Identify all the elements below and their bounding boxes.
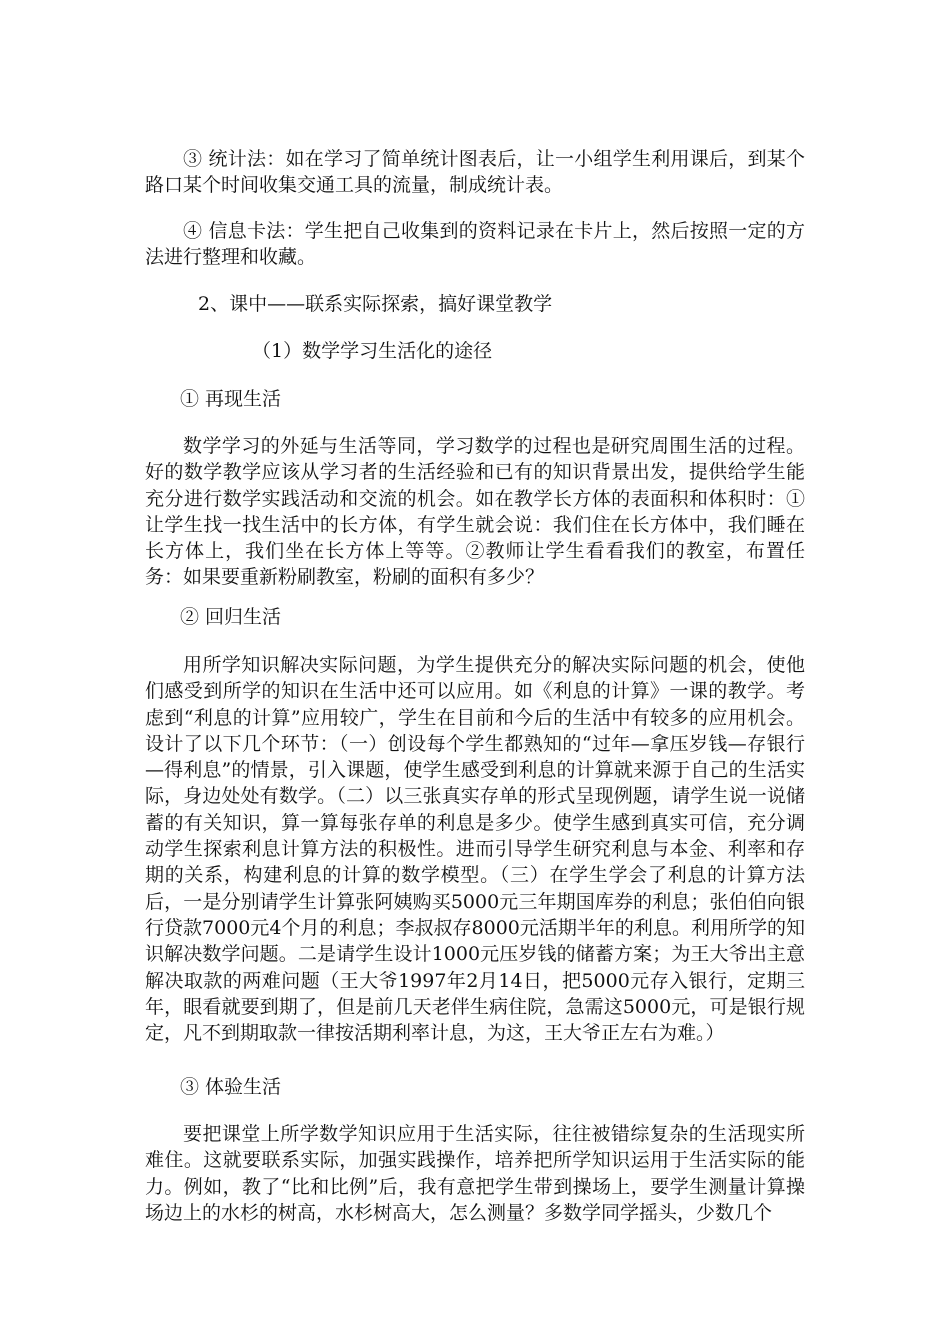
paragraph-statistics-method: ③ 统计法：如在学习了简单统计图表后，让一小组学生利用课后，到某个路口某个时间收集交通工具的流量，制成统计表。 xyxy=(145,148,805,197)
paragraph-return-to-life: 用所学知识解决实际问题，为学生提供充分的解决实际问题的机会，使他们感受到所学的知识在生活中还可以应用。如《利息的计算》一课的教学。考虑到“利息的计算”应用较广，学生在目前和今后的生活中有较多的应用机会。设计了以下几个环节：（一）创设每个学生都熟知的“过年—拿压岁钱—存银行—得利息”的情景，引入课题，使学生感受到利息的计算就来源于自己的生活实际，身边处处有数学。（二）以三张真实存单的形式呈现例题，请学生说一说储蓄的有关知识，算一算每张存单的利息是多少。使学生感到真实可信，充分调动学生探索利息计算方法的积极性。进而引导学生研究利息与本金、利率和存期的关系，构建利息的计算的数学模型。（三）在学生学会了利息的计算方法后，一是分别请学生计算张阿姨购买5000元三年期国库券的利息；张伯伯向银行贷款7000元4个月的利息；李叔叔存8000元活期半年的利息。利用所学的知识解决数学问题。二是请学生设计1000元压岁钱的储蓄方案；为王大爷出主意解决取款的两难问题（王大爷1997年2月14日，把5000元存入银行，定期三年，眼看就要到期了，但是前几天老伴生病住院，急需这5000元，可是银行规定，凡不到期取款一律按活期利率计息，为这，王大爷正左右为难。） xyxy=(145,654,805,1045)
section-heading: 2、课中——联系实际探索，搞好课堂教学 xyxy=(198,293,553,315)
item-heading-recreate-life: ① 再现生活 xyxy=(180,388,282,410)
item-heading-return-to-life: ② 回归生活 xyxy=(180,606,282,628)
item-heading-experience-life: ③ 体验生活 xyxy=(180,1076,282,1098)
paragraph-experience-life: 要把课堂上所学数学知识应用于生活实际，往往被错综复杂的生活现实所难住。这就要联系实际，加强实践操作，培养把所学知识运用于生活实际的能力。例如，教了“比和比例”后，我有意把学生带到操场上，要学生测量计算操场边上的水杉的树高，水杉树高大，怎么测量？多数学同学摇头，少数几个 xyxy=(145,1123,805,1224)
paragraph-info-card-method: ④ 信息卡法：学生把自己收集到的资料记录在卡片上，然后按照一定的方法进行整理和收藏。 xyxy=(145,220,805,269)
paragraph-recreate-life: 数学学习的外延与生活等同，学习数学的过程也是研究周围生活的过程。好的数学教学应该从学习者的生活经验和已有的知识背景出发，提供给学生能充分进行数学实践活动和交流的机会。如在教学长方体的表面积和体积时：①让学生找一找生活中的长方体，有学生就会说：我们住在长方体中，我们睡在长方体上，我们坐在长方体上等等。②教师让学生看看我们的教室，布置任务：如果要重新粉刷教室，粉刷的面积有多少？ xyxy=(145,435,805,589)
subsection-heading: （1）数学学习生活化的途径 xyxy=(252,340,493,362)
